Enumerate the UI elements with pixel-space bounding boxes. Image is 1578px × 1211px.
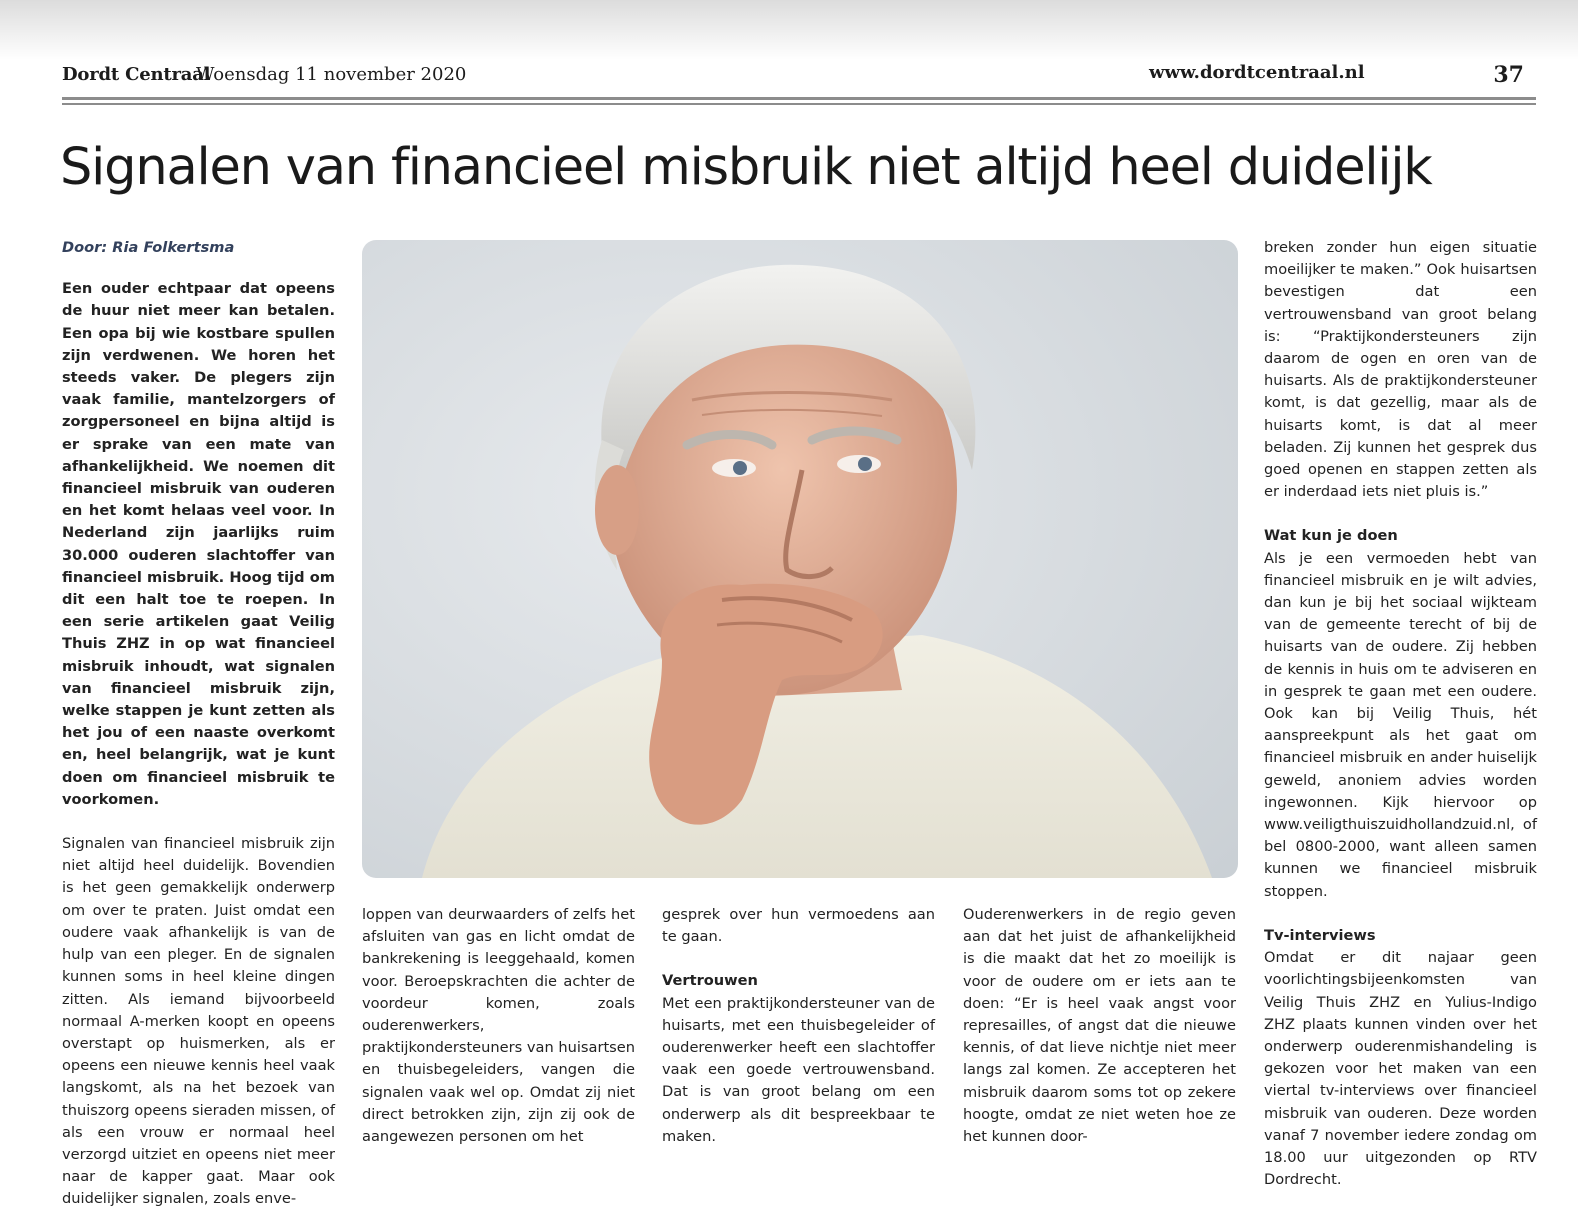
paper-name: Dordt Centraal — [62, 64, 211, 85]
body-paragraph: Omdat er dit najaar geen voorlichtingsbijeenkomsten van Veilig Thuis ZHZ en Yulius-Indigo ZHZ plaats kunnen vinden over het onderwerp ouderenmishandeling is gekozen voor het maken van een viertal tv-interviews over financieel misbruik van ouderen. Deze worden vanaf 7 november iedere zondag om 18.00 uur uitgezonden op RTV Dordrecht. — [1264, 949, 1537, 1189]
body-paragraph: Ouderenwerkers in de regio geven aan dat het juist de afhankelijkheid is die maakt dat het zo moeilijk is voor de oudere om er iets aan te doen: “Er is heel vaak angst voor represailles, of angst dat die nieuwe kennis, of dat lieve nichtje niet meer langs zal komen. Ze accepteren het misbruik daarom soms tot op zekere hoogte, omdat ze niet weten hoe ze het kunnen door- — [963, 906, 1236, 1146]
masthead — [62, 62, 1536, 92]
subheading-tv-interviews: Tv-interviews — [1264, 926, 1376, 944]
website-url: www.dordtcentraal.nl — [1149, 62, 1365, 83]
lead-paragraph: Een ouder echtpaar dat opeens de huur niet meer kan betalen. Een opa bij wie kostbare spullen zijn verdwenen. We horen het steeds vaker. De plegers zijn vaak familie, mantelzorgers of zorgpersoneel en bijna altijd is er sprake van een mate van afhankelijkheid. We noemen dit financieel misbruik van ouderen en het komt helaas veel voor. In Nederland zijn jaarlijks ruim 30.000 ouderen slachtoffer van financieel misbruik. Hoog tijd om dit een halt toe te roepen. In een serie artikelen gaat Veilig Thuis ZHZ in op wat financieel misbruik inhoudt, wat signalen van financieel misbruik zijn, welke stappen je kunt zetten als het jou of een naaste overkomt en, heel belangrijk, wat je kunt doen om financieel misbruik te voorkomen. — [62, 280, 335, 808]
byline: Door: Ria Folkertsma — [62, 239, 235, 256]
masthead-rule-bottom — [62, 103, 1536, 105]
article-photo — [362, 240, 1238, 878]
subheading-vertrouwen: Vertrouwen — [662, 972, 758, 990]
subheading-wat-kun-je-doen: Wat kun je doen — [1264, 527, 1398, 545]
article-headline: Signalen van financieel misbruik niet altijd heel duidelijk — [60, 138, 1432, 197]
column-4 — [963, 904, 1236, 1148]
column-5 — [1264, 237, 1537, 1191]
masthead-rule-top — [62, 97, 1536, 100]
elderly-man-thinking-illustration — [362, 240, 1238, 878]
body-paragraph: Met een praktijkondersteuner van de huisarts, met een thuisbegeleider of ouderenwerker heeft een slachtoffer vaak een goede vertrouwensband. Dat is van groot belang om een onderwerp als dit bespreekbaar te maken. — [662, 994, 935, 1145]
page-number: 37 — [1493, 62, 1524, 88]
body-paragraph: gesprek over hun vermoedens aan te gaan. — [662, 906, 935, 946]
column-2 — [362, 904, 635, 1148]
body-paragraph: breken zonder hun eigen situatie moeilijker te maken.” Ook huisartsen bevestigen dat een vertrouwensband van groot belang is: “Praktijkondersteuners zijn daarom de ogen en oren van de huisarts. Als de praktijkondersteuner komt, is dat gezellig, maar als de huisarts komt, is dat al meer beladen. Zij kunnen het gesprek dus goed openen en stappen zetten als er inderdaad iets niet pluis is.” — [1264, 239, 1537, 501]
body-paragraph: Signalen van financieel misbruik zijn niet altijd heel duidelijk. Bovendien is het geen gemakkelijk onderwerp om over te praten. Juist omdat een oudere vaak afhankelijk is van de hulp van een pleger. En de signalen kunnen soms in heel kleine dingen zitten. Als iemand bijvoorbeeld normaal A-merken koopt en opeens overstapt op huismerken, als er opeens een nieuwe kennis heel vaak langskomt, als na het bezoek van thuiszorg opeens sieraden missen, of als een vrouw er normaal heel verzorgd uitziet en opeens niet meer naar de kapper gaat. Maar ook duidelijker signalen, zoals enve- — [62, 835, 335, 1208]
body-paragraph: Als je een vermoeden hebt van financieel misbruik en je wilt advies, dan kun je bij het sociaal wijkteam van de gemeente terecht of bij de huisarts van de oudere. Zij hebben de kennis in huis om te adviseren en in gesprek te gaan met een oudere. Ook kan bij Veilig Thuis, hét aanspreekpunt als het gaat om financieel misbruik en ander huiselijk geweld, anoniem advies worden ingewonnen. Kijk hiervoor op www.veiligthuiszuidhollandzuid.nl, of bel 0800-2000, want alleen samen kunnen we financieel misbruik stoppen. — [1264, 549, 1537, 900]
issue-date: Woensdag 11 november 2020 — [196, 64, 467, 85]
column-3 — [662, 904, 935, 1148]
body-paragraph: loppen van deurwaarders of zelfs het afsluiten van gas en licht omdat de bankrekening is leeggehaald, komen voor. Beroepskrachten die achter de voordeur komen, zoals ouderenwerkers, praktijkondersteuners van huisartsen en thuisbegeleiders, vangen die signalen vaak wel op. Omdat zij niet direct betrokken zijn, zijn zij ook de aangewezen personen om het — [362, 906, 635, 1146]
column-1 — [62, 237, 335, 1211]
page-top-shading — [0, 0, 1578, 60]
